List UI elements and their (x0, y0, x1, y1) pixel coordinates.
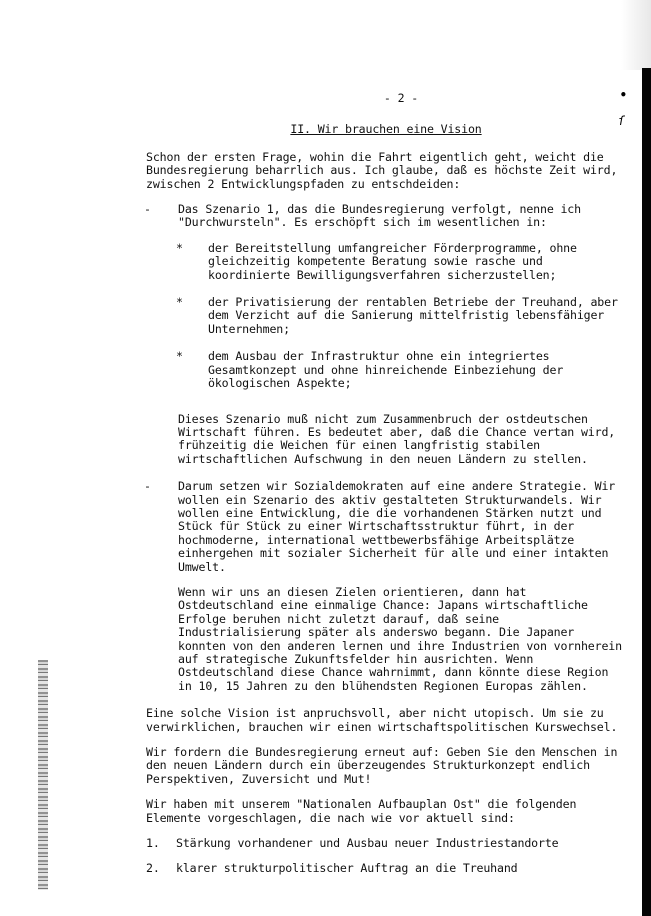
list-item (178, 242, 626, 282)
scenario-1 (146, 203, 626, 466)
list-item-text: der Privatisierung der rentablen Betriebe der Treuhand, aber dem Verzicht auf die Sanierung mittelfristig lebensfähiger Unternehmen; (208, 295, 618, 336)
margin-mark: • (619, 88, 627, 102)
item-number: 2. (146, 861, 160, 876)
page-number: - 2 - (383, 91, 419, 105)
scan-shadow (621, 0, 651, 70)
scenario-2 (146, 480, 626, 693)
list-item (178, 296, 626, 336)
star-marker: * (176, 349, 183, 364)
document-page (146, 92, 626, 888)
numbered-item (146, 837, 626, 850)
scenario-1-text: Das Szenario 1, das die Bundesregierung verfolgt, nenne ich "Durchwursteln". Es erschöpft sich im wesentlichen in: (178, 202, 581, 230)
scenario-2-followup: Wenn wir uns an diesen Zielen orientieren, dann hat Ostdeutschland eine einmalige Chance: Japans wirtschaftliche Erfolge beruhen nicht zuletzt darauf, daß seine Industrialisierung später als anderswo begann. Die Japaner konnten von den anderen lernen und ihre Industrien von vornherein auf strategische Zukunftsfelder hin ausrichten. Wenn Ostdeutschland diese Chance wahrnimmt, dann könnte diese Region in 10, 15 Jahren zu den blühendsten Regionen Europas zählen. (178, 584, 622, 693)
dash-marker: - (144, 479, 151, 494)
plan-paragraph: Wir haben mit unserem "Nationalen Aufbauplan Ost" die folgenden Elemente vorgeschlagen, die nach wie vor aktuell sind: (146, 797, 577, 825)
section-heading: II. Wir brauchen eine Vision (290, 122, 482, 137)
item-number: 1. (146, 836, 160, 851)
numbered-item (146, 862, 626, 875)
vision-paragraph: Eine solche Vision ist anpruchsvoll, aber nicht utopisch. Um sie zu verwirklichen, brauchen wir einen wirtschaftspolitischen Kurswechsel. (146, 706, 618, 734)
star-marker: * (176, 295, 183, 310)
dash-marker: - (144, 202, 151, 217)
demand-paragraph: Wir fordern die Bundesregierung erneut auf: Geben Sie den Menschen in den neuen Ländern durch ein überzeugendes Strukturkonzept endlich Perspektiven, Zuversicht und Mut! (146, 745, 618, 786)
item-text: Stärkung vorhandener und Ausbau neuer Industriestandorte (176, 836, 559, 851)
scenario-2-text: Darum setzen wir Sozialdemokraten auf eine andere Strategie. Wir wollen ein Szenario des aktiv gestalteten Strukturwandels. Wir wollen eine Entwicklung, die die vorhandenen Stärken nutzt und Stück für Stück zu einer Wirtschaftsstruktur führt, in der hochmoderne, international wettbewerbsfähige Arbeitsplätze einhergehen mit sozialer Sicherheit für alle und einer intakten Umwelt. (178, 479, 616, 574)
item-text: klarer strukturpolitischer Auftrag an die Treuhand (176, 861, 518, 876)
list-item-text: dem Ausbau der Infrastruktur ohne ein integriertes Gesamtkonzept und ohne hinreichende Einbeziehung der ökologischen Aspekte; (208, 349, 564, 391)
scenario-1-conclusion: Dieses Szenario muß nicht zum Zusammenbruch der ostdeutschen Wirtschaft führen. Es bedeutet aber, daß die Chance vertan wird, frühzeitig die Weichen für einen langfristig stabilen wirtschaftlichen Aufschwung in den neuen Ländern zu stellen. (178, 411, 616, 466)
margin-mark: ſ (617, 114, 625, 128)
list-item-text: der Bereitstellung umfangreicher Förderprogramme, ohne gleichzeitig kompetente Beratung sowie rasche und koordinierte Bewilligungsverfahren sicherzustellen; (208, 240, 577, 282)
star-marker: * (176, 240, 183, 255)
intro-paragraph: Schon der ersten Frage, wohin die Fahrt eigentlich geht, weicht die Bundesregierung beharrlich aus. Ich glaube, daß es höchste Zeit wird, zwischen 2 Entwicklungspfaden zu entschdeiden: (146, 149, 618, 191)
scan-edge (642, 68, 651, 916)
list-item (178, 350, 626, 390)
binding-edge (38, 660, 48, 890)
